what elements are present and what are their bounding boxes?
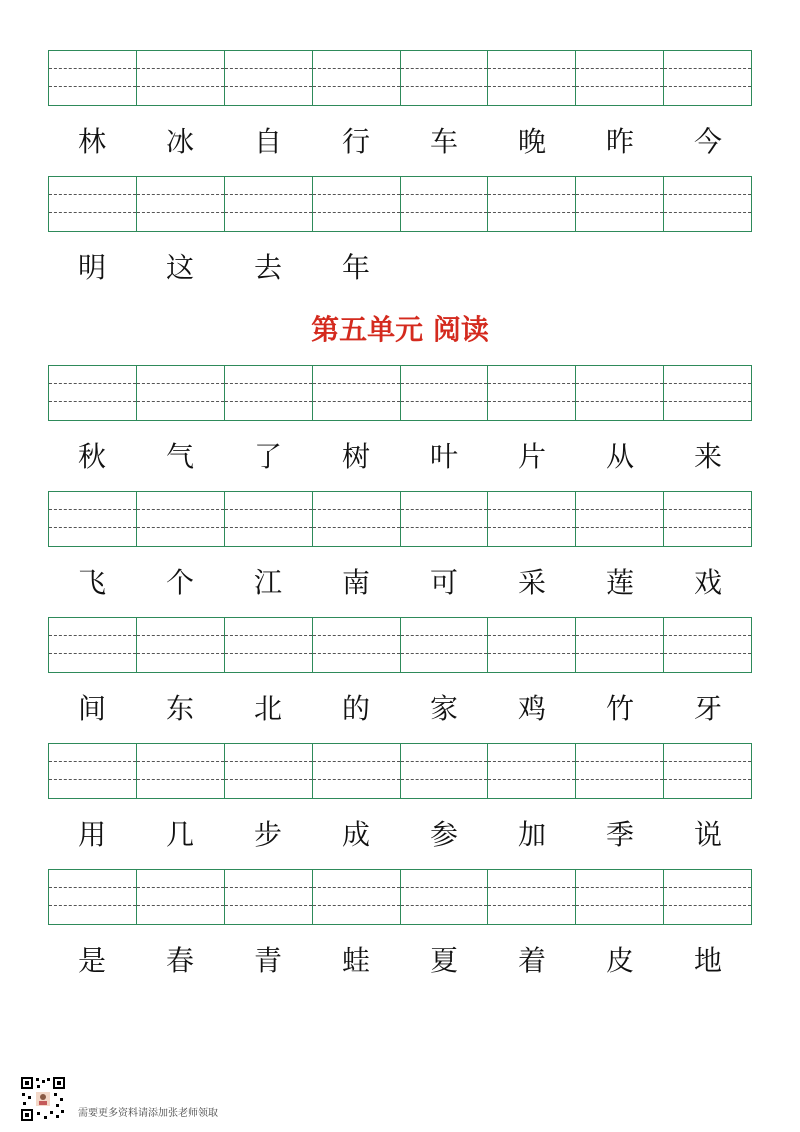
guide-line <box>137 212 224 213</box>
hanzi-char: 采 <box>517 566 546 599</box>
guide-line <box>225 761 312 762</box>
guide-line <box>225 779 312 780</box>
pinyin-cell <box>313 492 401 546</box>
guide-line <box>137 509 224 510</box>
guide-line <box>576 527 663 528</box>
pinyin-cell <box>313 744 401 798</box>
pinyin-cell <box>401 744 489 798</box>
guide-line <box>49 194 136 195</box>
hanzi-char: 晚 <box>517 125 546 158</box>
guide-line <box>664 509 751 510</box>
hanzi-char: 用 <box>77 818 106 851</box>
hanzi-char: 东 <box>165 692 194 725</box>
hanzi-char: 昨 <box>605 125 634 158</box>
guide-line <box>401 653 488 654</box>
guide-line <box>225 194 312 195</box>
pinyin-grid <box>48 869 752 925</box>
guide-line <box>401 383 488 384</box>
pinyin-cell <box>225 618 313 672</box>
guide-line <box>313 779 400 780</box>
guide-line <box>137 86 224 87</box>
pinyin-cell <box>576 366 664 420</box>
guide-line <box>488 761 575 762</box>
pinyin-cell <box>664 177 751 231</box>
pinyin-cell <box>401 618 489 672</box>
hanzi-char: 了 <box>253 440 282 473</box>
guide-line <box>401 635 488 636</box>
char-row <box>48 248 752 288</box>
guide-line <box>488 887 575 888</box>
hanzi-char: 今 <box>693 125 722 158</box>
pinyin-grid <box>48 617 752 673</box>
guide-line <box>137 194 224 195</box>
pinyin-cell <box>488 51 576 105</box>
guide-line <box>225 212 312 213</box>
guide-line <box>225 86 312 87</box>
pinyin-cell <box>313 177 401 231</box>
hanzi-char: 牙 <box>693 692 722 725</box>
guide-line <box>664 779 751 780</box>
hanzi-char: 的 <box>341 692 370 725</box>
guide-line <box>137 527 224 528</box>
guide-line <box>225 905 312 906</box>
pinyin-cell <box>137 618 225 672</box>
hanzi-char: 季 <box>605 818 634 851</box>
guide-line <box>488 86 575 87</box>
pinyin-cell <box>576 618 664 672</box>
guide-line <box>137 68 224 69</box>
guide-line <box>576 761 663 762</box>
hanzi-char: 飞 <box>77 566 106 599</box>
guide-line <box>137 761 224 762</box>
guide-line <box>576 383 663 384</box>
guide-line <box>49 401 136 402</box>
pinyin-cell <box>576 51 664 105</box>
guide-line <box>488 383 575 384</box>
hanzi-char: 步 <box>253 818 282 851</box>
hanzi-char: 个 <box>165 566 194 599</box>
guide-line <box>49 509 136 510</box>
hanzi-char: 间 <box>77 692 106 725</box>
guide-line <box>488 194 575 195</box>
pinyin-cell <box>49 51 137 105</box>
guide-line <box>576 779 663 780</box>
pinyin-cell <box>49 618 137 672</box>
guide-line <box>664 212 751 213</box>
hanzi-char: 气 <box>165 440 194 473</box>
pinyin-cell <box>225 492 313 546</box>
guide-line <box>488 779 575 780</box>
hanzi-char: 叶 <box>429 440 458 473</box>
hanzi-char: 去 <box>253 251 282 284</box>
pinyin-cell <box>137 492 225 546</box>
guide-line <box>225 887 312 888</box>
guide-line <box>313 383 400 384</box>
hanzi-char: 树 <box>341 440 370 473</box>
section-title: 第五单元 阅读 <box>311 313 489 346</box>
guide-line <box>137 905 224 906</box>
guide-line <box>576 86 663 87</box>
pinyin-cell <box>488 366 576 420</box>
guide-line <box>401 887 488 888</box>
hanzi-char: 皮 <box>605 944 634 977</box>
pinyin-cell <box>49 177 137 231</box>
pinyin-cell <box>137 177 225 231</box>
pinyin-cell <box>49 492 137 546</box>
guide-line <box>576 194 663 195</box>
guide-line <box>49 68 136 69</box>
pinyin-cell <box>488 177 576 231</box>
guide-line <box>488 905 575 906</box>
char-row <box>48 689 752 729</box>
guide-line <box>664 401 751 402</box>
hanzi-char: 是 <box>77 944 106 977</box>
guide-line <box>49 212 136 213</box>
hanzi-char: 明 <box>77 251 106 284</box>
guide-line <box>49 635 136 636</box>
hanzi-char: 说 <box>693 818 722 851</box>
pinyin-cell <box>225 366 313 420</box>
pinyin-cell <box>664 492 751 546</box>
guide-line <box>137 779 224 780</box>
guide-line <box>401 527 488 528</box>
guide-line <box>49 887 136 888</box>
hanzi-char <box>488 248 576 288</box>
pinyin-cell <box>225 51 313 105</box>
guide-line <box>664 905 751 906</box>
hanzi-char: 夏 <box>429 944 458 977</box>
pinyin-cell <box>313 618 401 672</box>
hanzi-char: 着 <box>517 944 546 977</box>
guide-line <box>137 635 224 636</box>
hanzi-char: 几 <box>165 818 194 851</box>
hanzi-char: 行 <box>341 125 370 158</box>
pinyin-cell <box>576 177 664 231</box>
guide-line <box>225 653 312 654</box>
guide-line <box>225 527 312 528</box>
guide-line <box>49 761 136 762</box>
guide-line <box>401 212 488 213</box>
guide-line <box>664 383 751 384</box>
guide-line <box>664 68 751 69</box>
guide-line <box>225 635 312 636</box>
guide-line <box>488 68 575 69</box>
pinyin-cell <box>313 51 401 105</box>
hanzi-char <box>400 248 488 288</box>
pinyin-grid <box>48 50 752 106</box>
hanzi-char: 成 <box>341 818 370 851</box>
guide-line <box>137 383 224 384</box>
guide-line <box>49 905 136 906</box>
pinyin-cell <box>664 744 751 798</box>
pinyin-grid <box>48 176 752 232</box>
pinyin-cell <box>137 51 225 105</box>
pinyin-cell <box>137 744 225 798</box>
hanzi-char: 冰 <box>165 125 194 158</box>
hanzi-char: 从 <box>605 440 634 473</box>
guide-line <box>313 212 400 213</box>
pinyin-grid <box>48 743 752 799</box>
guide-line <box>488 509 575 510</box>
pinyin-cell <box>488 744 576 798</box>
hanzi-char: 秋 <box>77 440 106 473</box>
hanzi-char: 林 <box>77 125 106 158</box>
guide-line <box>49 779 136 780</box>
pinyin-cell <box>401 366 489 420</box>
guide-line <box>664 887 751 888</box>
guide-line <box>576 653 663 654</box>
guide-line <box>576 887 663 888</box>
guide-line <box>313 653 400 654</box>
guide-line <box>488 635 575 636</box>
guide-line <box>576 905 663 906</box>
hanzi-char: 莲 <box>605 566 634 599</box>
hanzi-char: 地 <box>693 944 722 977</box>
hanzi-char: 蛙 <box>341 944 370 977</box>
pinyin-cell <box>401 492 489 546</box>
guide-line <box>664 194 751 195</box>
guide-line <box>313 905 400 906</box>
guide-line <box>49 383 136 384</box>
pinyin-cell <box>664 870 751 924</box>
guide-line <box>49 86 136 87</box>
hanzi-char: 青 <box>253 944 282 977</box>
guide-line <box>313 635 400 636</box>
char-row <box>48 122 752 162</box>
guide-line <box>137 887 224 888</box>
guide-line <box>313 527 400 528</box>
guide-line <box>664 761 751 762</box>
hanzi-char: 可 <box>429 566 458 599</box>
guide-line <box>488 212 575 213</box>
hanzi-char: 加 <box>517 818 546 851</box>
pinyin-cell <box>488 492 576 546</box>
hanzi-char: 北 <box>253 692 282 725</box>
hanzi-char: 来 <box>693 440 722 473</box>
hanzi-char: 参 <box>429 818 458 851</box>
guide-line <box>576 212 663 213</box>
guide-line <box>49 653 136 654</box>
guide-line <box>664 653 751 654</box>
qr-code-icon <box>20 1076 66 1122</box>
guide-line <box>488 401 575 402</box>
hanzi-char: 戏 <box>693 566 722 599</box>
pinyin-cell <box>225 177 313 231</box>
hanzi-char <box>664 248 752 288</box>
hanzi-char: 车 <box>429 125 458 158</box>
guide-line <box>488 527 575 528</box>
guide-line <box>313 194 400 195</box>
guide-line <box>401 194 488 195</box>
guide-line <box>664 86 751 87</box>
guide-line <box>225 401 312 402</box>
footer-text: 需要更多资料请添加张老师领取 <box>78 1108 218 1119</box>
pinyin-cell <box>401 51 489 105</box>
pinyin-cell <box>488 870 576 924</box>
char-row <box>48 941 752 981</box>
hanzi-char: 家 <box>429 692 458 725</box>
pinyin-cell <box>576 870 664 924</box>
guide-line <box>401 779 488 780</box>
guide-line <box>313 509 400 510</box>
pinyin-cell <box>401 870 489 924</box>
pinyin-cell <box>488 618 576 672</box>
pinyin-cell <box>137 366 225 420</box>
pinyin-cell <box>664 51 751 105</box>
guide-line <box>313 887 400 888</box>
pinyin-grid <box>48 365 752 421</box>
pinyin-cell <box>401 177 489 231</box>
guide-line <box>313 401 400 402</box>
char-row <box>48 815 752 855</box>
pinyin-cell <box>576 492 664 546</box>
pinyin-cell <box>313 366 401 420</box>
char-row <box>48 437 752 477</box>
guide-line <box>313 761 400 762</box>
pinyin-cell <box>664 366 751 420</box>
pinyin-cell <box>49 744 137 798</box>
guide-line <box>401 86 488 87</box>
guide-line <box>49 527 136 528</box>
guide-line <box>576 635 663 636</box>
guide-line <box>137 653 224 654</box>
hanzi-char: 片 <box>517 440 546 473</box>
guide-line <box>401 761 488 762</box>
hanzi-char: 鸡 <box>517 692 546 725</box>
guide-line <box>225 68 312 69</box>
pinyin-cell <box>49 366 137 420</box>
hanzi-char: 自 <box>253 125 282 158</box>
pinyin-cell <box>576 744 664 798</box>
hanzi-char: 这 <box>165 251 194 284</box>
guide-line <box>225 383 312 384</box>
guide-line <box>401 68 488 69</box>
guide-line <box>664 635 751 636</box>
guide-line <box>576 509 663 510</box>
char-row <box>48 563 752 603</box>
hanzi-char: 南 <box>341 566 370 599</box>
pinyin-grid <box>48 491 752 547</box>
footer <box>20 1076 218 1122</box>
pinyin-cell <box>49 870 137 924</box>
guide-line <box>313 86 400 87</box>
pinyin-cell <box>225 870 313 924</box>
guide-line <box>664 527 751 528</box>
hanzi-char: 江 <box>253 566 282 599</box>
guide-line <box>313 68 400 69</box>
pinyin-cell <box>313 870 401 924</box>
guide-line <box>488 653 575 654</box>
hanzi-char <box>576 248 664 288</box>
pinyin-cell <box>664 618 751 672</box>
hanzi-char: 春 <box>165 944 194 977</box>
pinyin-cell <box>137 870 225 924</box>
guide-line <box>225 509 312 510</box>
guide-line <box>401 905 488 906</box>
hanzi-char: 竹 <box>605 692 634 725</box>
guide-line <box>137 401 224 402</box>
guide-line <box>401 509 488 510</box>
pinyin-cell <box>225 744 313 798</box>
guide-line <box>401 401 488 402</box>
guide-line <box>576 401 663 402</box>
guide-line <box>576 68 663 69</box>
hanzi-char: 年 <box>341 251 370 284</box>
